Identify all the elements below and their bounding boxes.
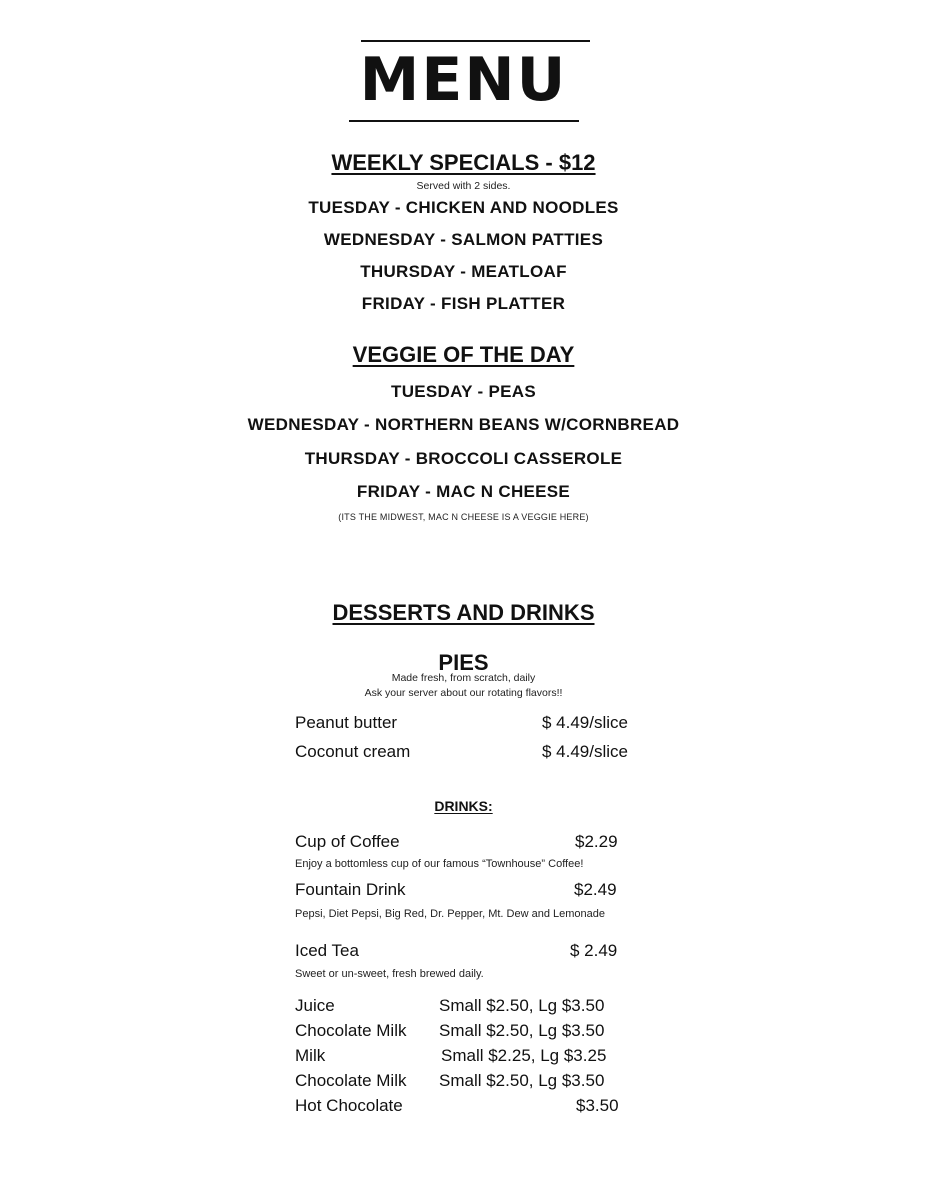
drink-price: Small $2.50, Lg $3.50: [439, 996, 605, 1015]
special-friday: FRIDAY - FISH PLATTER: [361, 294, 566, 313]
veggie-friday: FRIDAY - MAC N CHEESE: [356, 482, 571, 501]
title-bottom-rule: [349, 120, 579, 122]
pie-item-price: $ 4.49/slice: [542, 713, 628, 732]
drink-price: $2.49: [574, 880, 617, 899]
pie-item-name: Peanut butter: [295, 713, 398, 732]
veggie-wednesday: WEDNESDAY - NORTHERN BEANS W/CORNBREAD: [247, 415, 680, 434]
drink-description: Sweet or un-sweet, fresh brewed daily.: [295, 968, 484, 980]
drink-name: Milk: [295, 1046, 326, 1065]
drink-description: Enjoy a bottomless cup of our famous “Townhouse” Coffee!: [295, 858, 584, 870]
drink-name: Chocolate Milk: [295, 1071, 407, 1090]
drink-name: Chocolate Milk: [295, 1021, 407, 1040]
veggie-heading: VEGGIE OF THE DAY: [352, 342, 575, 367]
pies-title: PIES: [438, 650, 489, 675]
drink-price: Small $2.25, Lg $3.25: [441, 1046, 607, 1065]
special-wednesday: WEDNESDAY - SALMON PATTIES: [323, 230, 604, 249]
pie-item-name: Coconut cream: [295, 742, 411, 761]
drink-name: Hot Chocolate: [295, 1096, 403, 1115]
drink-name: Cup of Coffee: [295, 832, 400, 851]
special-thursday: THURSDAY - MEATLOAF: [360, 262, 567, 281]
drink-price: $2.29: [575, 832, 618, 851]
desserts-drinks-heading: DESSERTS AND DRINKS: [332, 600, 595, 625]
drink-name: Iced Tea: [295, 941, 359, 960]
drink-name: Fountain Drink: [295, 880, 406, 899]
drink-description: Pepsi, Diet Pepsi, Big Red, Dr. Pepper, Mt. Dew and Lemonade: [295, 908, 605, 920]
weekly-specials-heading: WEEKLY SPECIALS - $12: [331, 150, 596, 175]
weekly-specials-note: Served with 2 sides.: [416, 180, 511, 192]
drink-price: Small $2.50, Lg $3.50: [439, 1071, 605, 1090]
drink-price: Small $2.50, Lg $3.50: [439, 1021, 605, 1040]
veggie-thursday: THURSDAY - BROCCOLI CASSEROLE: [304, 449, 623, 468]
pies-line2: Ask your server about our rotating flavors!!: [364, 687, 563, 699]
drinks-heading: DRINKS:: [434, 798, 493, 814]
veggie-note: (ITS THE MIDWEST, MAC N CHEESE IS A VEGGIE HERE): [338, 512, 589, 522]
page-title: MENU: [359, 45, 568, 115]
title-top-rule: [361, 40, 590, 42]
special-tuesday: TUESDAY - CHICKEN AND NOODLES: [308, 198, 619, 217]
drink-name: Juice: [295, 996, 335, 1015]
pies-line1: Made fresh, from scratch, daily: [391, 672, 536, 684]
pie-item-price: $ 4.49/slice: [542, 742, 628, 761]
veggie-tuesday: TUESDAY - PEAS: [391, 382, 536, 401]
drink-price: $3.50: [576, 1096, 619, 1115]
drink-price: $ 2.49: [570, 941, 618, 960]
